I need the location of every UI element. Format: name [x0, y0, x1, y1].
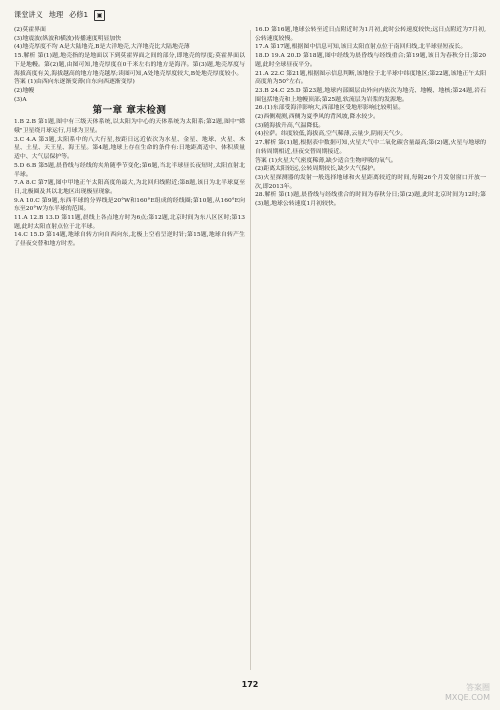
right-paragraph: 18.D 19.A 20.D 第18题,图中经线为晨昏线与经线重合;第19题,该日为春秋分日;第20题,此时全球昼夜平分。: [255, 53, 486, 68]
watermark-text: 答案圈: [466, 683, 490, 692]
left-column: [14, 26, 245, 674]
chapter-heading: 第一章 章末检测: [92, 105, 167, 117]
page-header: [14, 8, 486, 22]
page-number: 172: [241, 680, 259, 689]
left-paragraph: 9.A 10.C 第9题,东西半球的分界线是20°W和160°E组成的经线圈;第10题,从160°E向东至20°W为东半球的范围。: [14, 197, 245, 213]
right-paragraph: 21.A 22.C 第21题,根据图示信息判断,该地位于北半球中纬度地区;第22题,该地正午太阳高度角为50°左右。: [255, 70, 486, 86]
left-paragraph: (2)莫霍界面: [14, 27, 46, 33]
right-paragraph: 16.D 第16题,地球公转至近日点附近时为1月初,此时公转速度较快;远日点附近为7月初,公转速度较慢。: [255, 27, 486, 42]
right-paragraph: (3)火星探测器的发射一般选择地球和火星距离较近的时间,每隔26个月发射窗口开放一次,即2013年。: [255, 174, 486, 190]
left-paragraph: (2)地幔: [14, 87, 35, 94]
left-paragraph: 1.B 2.B 第1题,图中有三级天体系统,以太阳为中心的天体系统为太阳系;第2题,图中"嫦娥"卫星绕月球运行,月球为卫星。: [14, 119, 245, 135]
book-logo-icon: ▣: [94, 10, 105, 21]
right-column: [255, 26, 486, 674]
column-divider: [250, 30, 251, 670]
series-title: 课堂讲义: [14, 10, 43, 19]
left-paragraph: 14.C 15.D 第14题,地球自转方向自西向东,北极上空看呈逆时针;第15题,地球自转产生了昼夜交替和地方时差。: [14, 232, 245, 248]
left-paragraph: 7.A 8.C 第7题,图中甲地正午太阳高度角最大,为北回归线附近;第8题,该日为北半球夏至日,北极圈及其以北地区出现极昼现象。: [14, 180, 245, 195]
watermark-url: MXQE.COM: [444, 693, 490, 702]
left-paragraph: (3)地震波(纵波和横波)传播速度明显加快: [14, 35, 122, 42]
watermark: [445, 682, 490, 702]
subject-label: 地理: [48, 10, 64, 19]
left-paragraph: 答案 (1)由西向东逐渐变薄(自东向西逐渐变厚): [14, 79, 135, 86]
right-paragraph: (2)西侧观测,西侧为夏季风的背风坡,降水较少。: [255, 114, 380, 121]
left-paragraph: 15.解析 第(1)题,地壳指的是地面以下到莫霍界面之间的部分,即地壳的厚度;莫霍界面以下是地幔。第(2)题,由图可知,地壳厚度在0千米左右的地方是海洋。第(3)题,地壳厚度与海拔高度有关,海拔越高的地方地壳越厚;读图可知,A处地壳厚度较大,B处地壳厚度较小。: [14, 53, 245, 77]
book-label: 必修1: [69, 10, 89, 19]
right-paragraph: 28.解析 第(1)题,晨昏线与经线重合的时间为春秋分日;第(2)题,此时北京时间为12时;第(3)题,地球公转速度1月初较快。: [255, 192, 486, 208]
right-paragraph: 23.B 24.C 25.D 第23题,地球内部圈层由外向内依次为地壳、地幔、地核;第24题,岩石圈包括地壳和上地幔顶部;第25题,软流层为岩浆的发源地。: [255, 87, 486, 103]
left-paragraph: (4)地壳厚度不均 A是大陆地壳,B是大洋地壳,大洋地壳比大陆地壳薄: [14, 44, 190, 51]
left-paragraph: (3)A: [14, 96, 27, 103]
right-paragraph: 17.A 第17题,根据图中信息可知,该日太阳直射点位于南回归线,北半球昼短夜长。: [255, 44, 467, 51]
left-paragraph: 3.C 4.A 第3题,太阳系中的八大行星,按距日远近依次为水星、金星、地球、火星、木星、土星、天王星、海王星。第4题,地球上存在生命的条件有:日地距离适中、体积质量适中、大气层保护等。: [14, 136, 245, 161]
right-paragraph: (3)随海拔升高,气温降低。: [255, 122, 325, 129]
right-paragraph: 答案 (1)火星大气密度稀薄,缺少适合生物呼吸的氧气。: [255, 157, 397, 164]
right-paragraph: 26.(1)东部受海洋影响大,西部地区受地形影响比较明显。: [255, 105, 405, 112]
left-paragraph: 5.D 6.B 第5题,晨昏线与经线的夹角随季节变化;第6题,当北半球昼长夜短时,太阳直射北半球。: [14, 162, 245, 178]
left-paragraph: 11.A 12.B 13.D 第11题,晨线上各点地方时为6点;第12题,北京时间为东八区区时;第13题,此时太阳直射点位于北半球。: [14, 215, 245, 230]
right-paragraph: (2)距离太阳较远,公转周期较长,缺少大气保护。: [255, 166, 380, 173]
right-paragraph: (4)拉萨。纬度较低,海拔高,空气稀薄,云量少,阴雨天气少。: [255, 131, 407, 138]
right-paragraph: 27.解析 第(1)题,根据表中数据可知,火星大气中二氧化碳含量最高;第(2)题,火星与地球的自转周期相近,昼夜交替周期接近。: [255, 140, 486, 155]
